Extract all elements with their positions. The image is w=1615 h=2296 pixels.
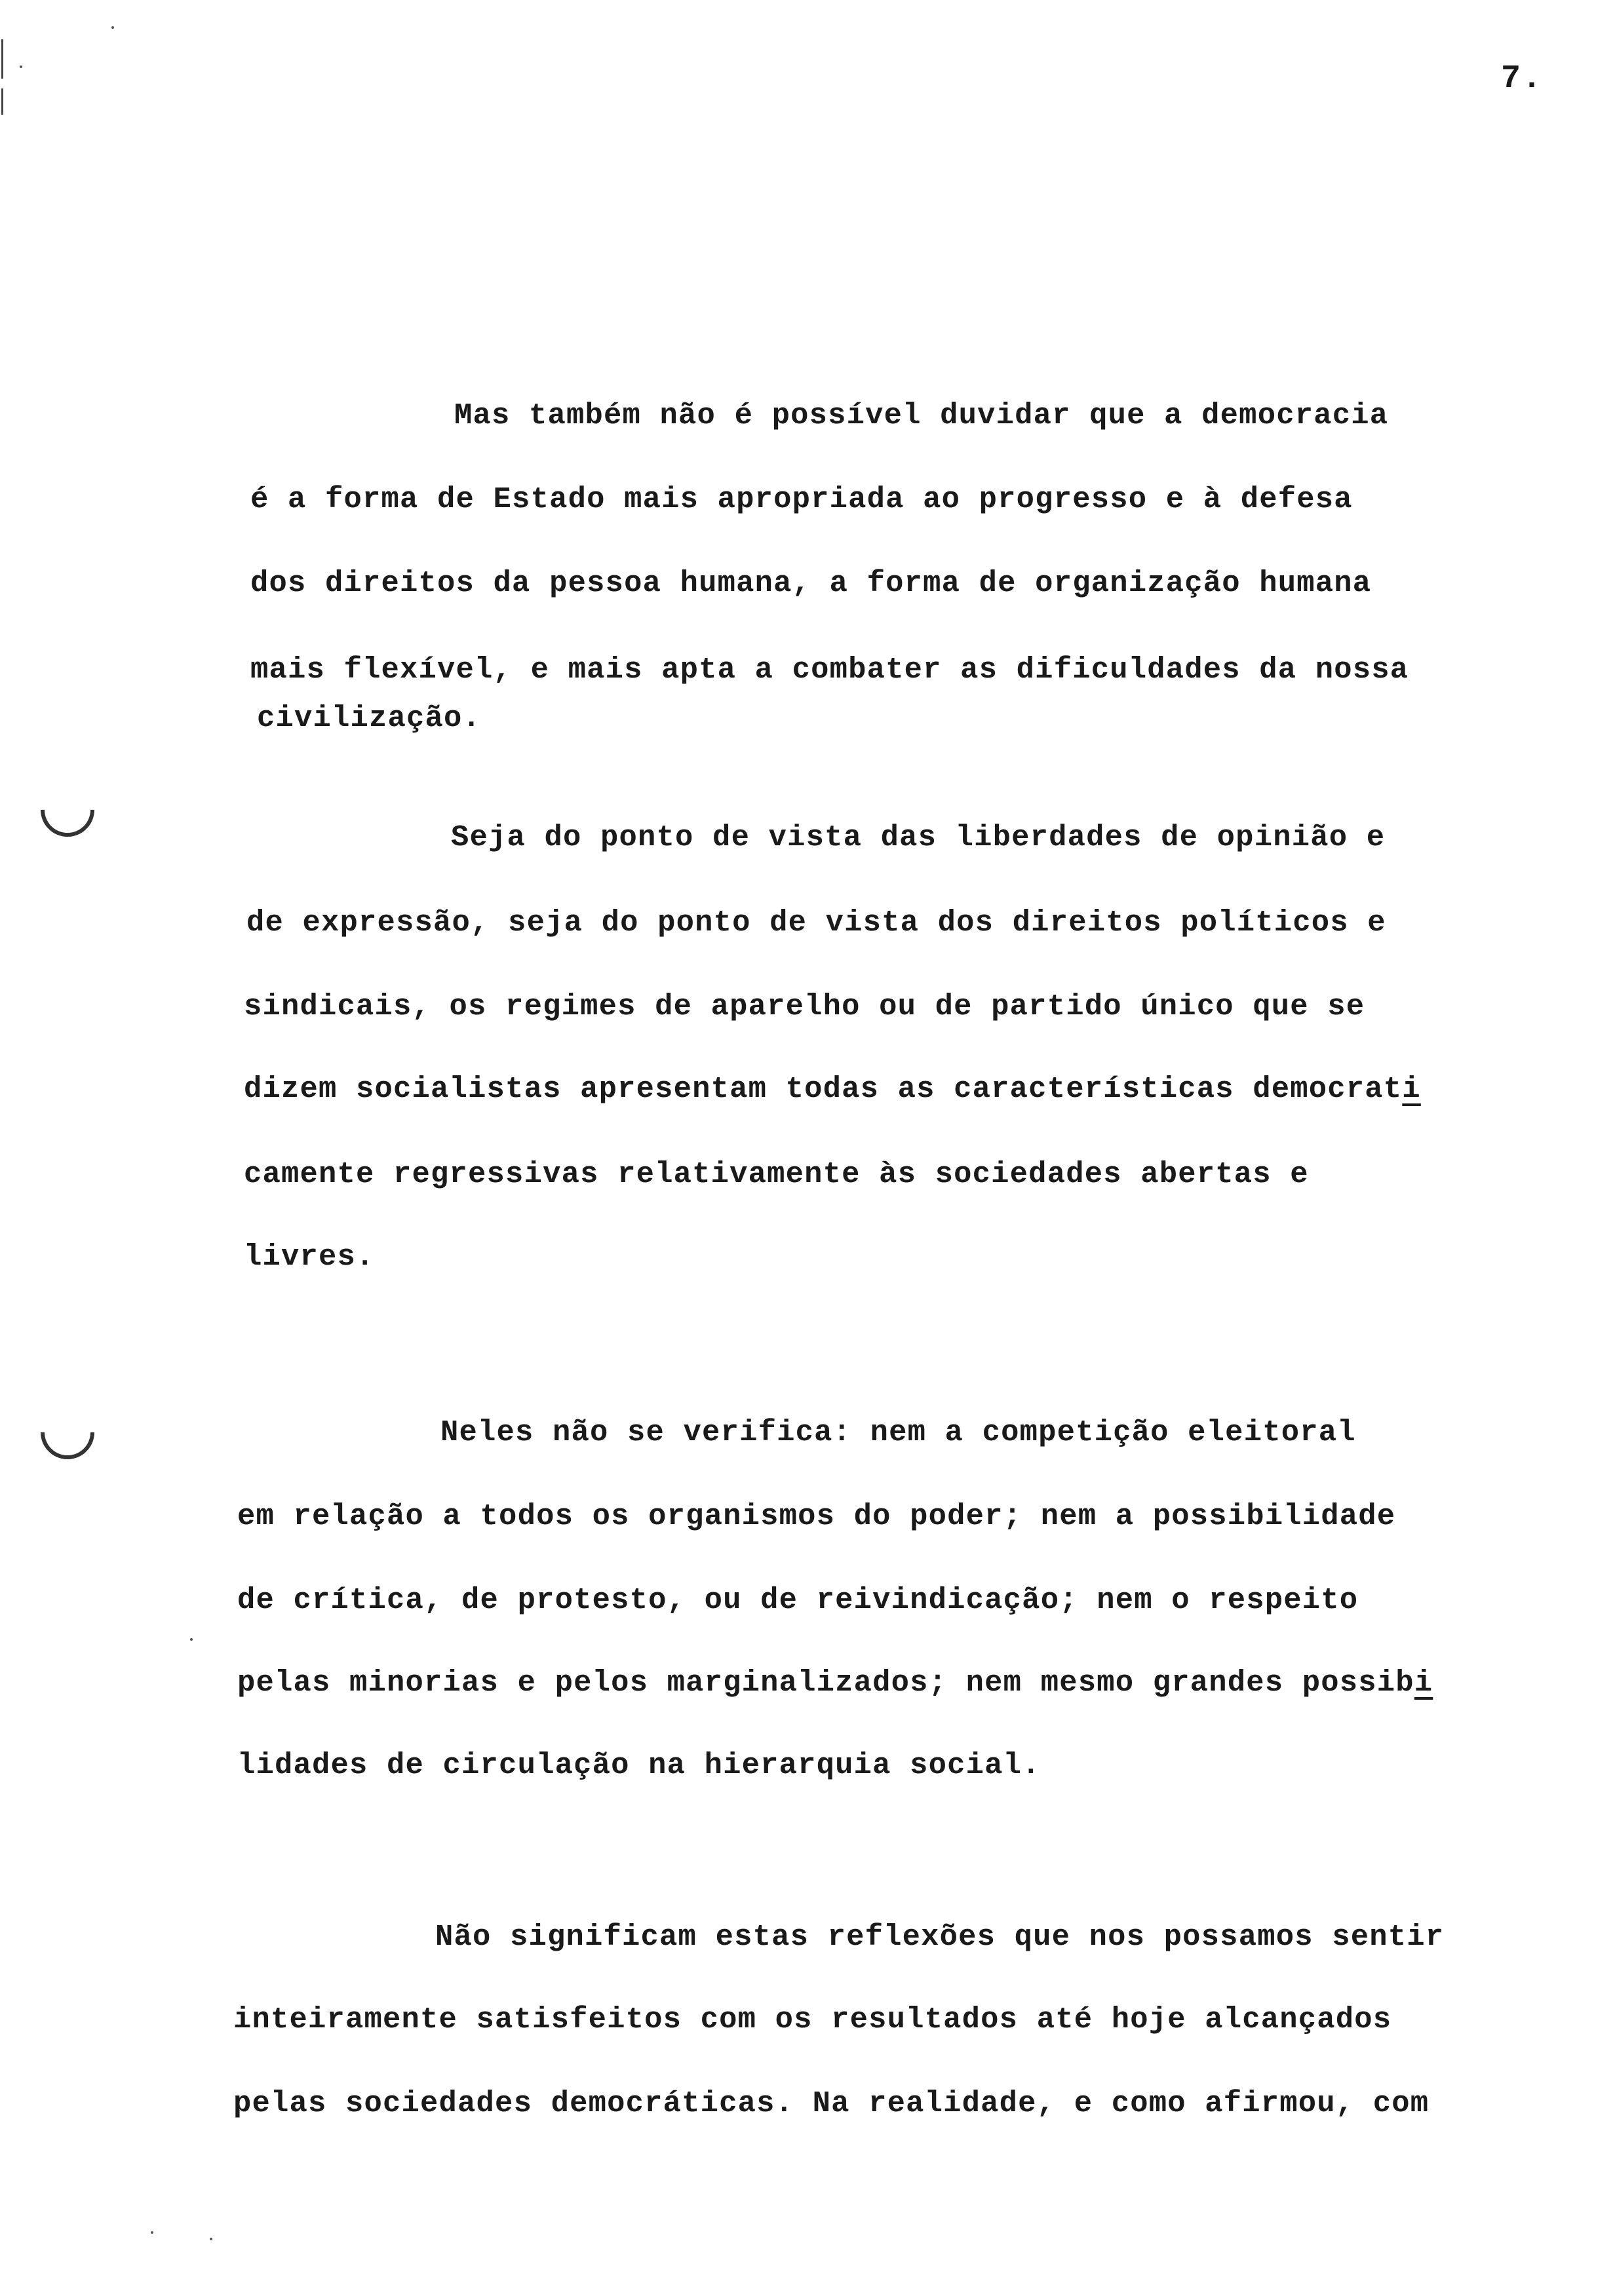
- hyphenation-mark: i: [1402, 1072, 1421, 1106]
- punch-hole-mark: [29, 1394, 106, 1470]
- scan-speck: [190, 1638, 193, 1641]
- paragraph-2-line-2: de expressão, seja do ponto de vista dos direitos políticos e: [246, 906, 1386, 940]
- scan-speck: [20, 66, 22, 68]
- paragraph-3-line-4: [237, 1668, 1433, 1698]
- hyphenation-mark: i: [1414, 1666, 1433, 1700]
- page-number: 7.: [1501, 60, 1544, 98]
- scan-edge-mark: [1, 88, 3, 115]
- punch-hole-mark: [29, 772, 106, 848]
- paragraph-2-line-4-text: dizem socialistas apresentam todas as características democrat: [244, 1072, 1403, 1106]
- paragraph-3-line-5: lidades de circulação na hierarquia social.: [237, 1748, 1041, 1782]
- paragraph-3-line-2: em relação a todos os organismos do poder; nem a possibilidade: [237, 1499, 1396, 1533]
- paragraph-4-line-2: inteiramente satisfeitos com os resultados até hoje alcançados: [233, 2002, 1392, 2037]
- paragraph-1-line-1: Mas também não é possível duvidar que a democracia: [454, 398, 1389, 432]
- paragraph-3-line-4-text: pelas minorias e pelos marginalizados; nem mesmo grandes possib: [237, 1666, 1414, 1700]
- paragraph-3-line-1: Neles não se verifica: nem a competição eleitoral: [440, 1415, 1356, 1449]
- paragraph-2-line-5: camente regressivas relativamente às sociedades abertas e: [244, 1157, 1309, 1191]
- paragraph-2-line-6: livres.: [244, 1240, 375, 1274]
- scan-speck: [151, 2231, 153, 2234]
- paragraph-1-line-4: mais flexível, e mais apta a combater as dificuldades da nossa: [250, 653, 1409, 687]
- paragraph-4-line-1: Não significam estas reflexões que nos possamos sentir: [435, 1920, 1445, 1954]
- paragraph-3-line-3: de crítica, de protesto, ou de reivindicação; nem o respeito: [237, 1583, 1359, 1617]
- scan-speck: [210, 2238, 212, 2240]
- paragraph-2-line-4: [244, 1072, 1421, 1106]
- scan-speck: [111, 26, 114, 29]
- paragraph-2-line-1: Seja do ponto de vista das liberdades de opinião e: [451, 820, 1386, 854]
- paragraph-2-line-3: sindicais, os regimes de aparelho ou de partido único que se: [244, 989, 1365, 1024]
- paragraph-1-line-3: dos direitos da pessoa humana, a forma de organização humana: [250, 566, 1372, 600]
- scan-edge-mark: [1, 39, 3, 79]
- paragraph-1-line-2: é a forma de Estado mais apropriada ao progresso e à defesa: [250, 482, 1353, 516]
- paragraph-4-line-3: pelas sociedades democráticas. Na realidade, e como afirmou, com: [233, 2086, 1430, 2120]
- paragraph-1-line-5: civilização.: [257, 701, 482, 735]
